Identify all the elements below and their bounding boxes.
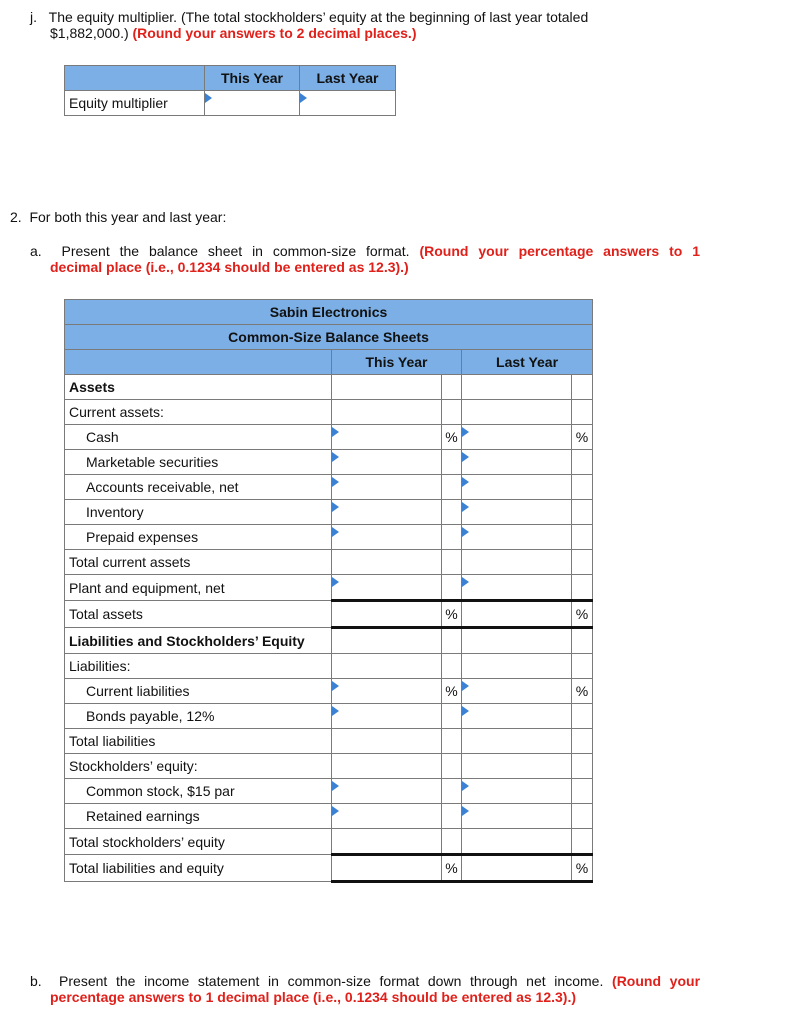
input-marker-icon bbox=[332, 706, 339, 716]
question-2-prefix: 2. bbox=[10, 209, 22, 225]
common-stock-this-year-input[interactable] bbox=[332, 779, 442, 804]
total-liabilities-equity-last-year bbox=[462, 855, 572, 882]
equity-multiplier-last-year-input[interactable] bbox=[300, 91, 396, 116]
total-liabilities-last-year bbox=[462, 729, 572, 754]
input-marker-icon bbox=[332, 527, 339, 537]
table-row bbox=[65, 704, 593, 729]
question-a-prefix: a. bbox=[30, 243, 42, 259]
table-row bbox=[65, 654, 593, 679]
bonds-payable-last-year-input[interactable] bbox=[462, 704, 572, 729]
cash-last-year-input[interactable] bbox=[462, 425, 572, 450]
equity-multiplier-label: Equity multiplier bbox=[65, 91, 205, 116]
row-label: Prepaid expenses bbox=[65, 525, 332, 550]
current-liabilities-last-year-input[interactable] bbox=[462, 679, 572, 704]
row-label: Accounts receivable, net bbox=[65, 475, 332, 500]
prepaid-expenses-this-year-input[interactable] bbox=[332, 525, 442, 550]
input-marker-icon bbox=[462, 806, 469, 816]
inventory-last-year-input[interactable] bbox=[462, 500, 572, 525]
col-this-year: This Year bbox=[205, 66, 300, 91]
row-label: Total liabilities and equity bbox=[65, 855, 332, 882]
balance-sheet-table bbox=[64, 299, 593, 883]
inventory-this-year-input[interactable] bbox=[332, 500, 442, 525]
accounts-receivable-last-year-input[interactable] bbox=[462, 475, 572, 500]
accounts-receivable-this-year-input[interactable] bbox=[332, 475, 442, 500]
row-label: Inventory bbox=[65, 500, 332, 525]
input-marker-icon bbox=[462, 577, 469, 587]
input-marker-icon bbox=[300, 93, 307, 103]
col-last-year: Last Year bbox=[300, 66, 396, 91]
row-label: Total assets bbox=[65, 601, 332, 628]
row-label: Stockholders’ equity: bbox=[65, 754, 332, 779]
row-label: Total current assets bbox=[65, 550, 332, 575]
row-label: Current liabilities bbox=[65, 679, 332, 704]
question-b-instruction-2: percentage answers to 1 decimal place (i.e., 0.1234 should be entered as 12.3).) bbox=[50, 989, 576, 1005]
percent-sign: % bbox=[442, 855, 462, 882]
question-j-line2: $1,882,000.) bbox=[50, 25, 129, 41]
row-label: Retained earnings bbox=[65, 804, 332, 829]
prepaid-expenses-last-year-input[interactable] bbox=[462, 525, 572, 550]
table-row bbox=[65, 525, 593, 550]
equity-multiplier-this-year-input[interactable] bbox=[205, 91, 300, 116]
input-marker-icon bbox=[462, 706, 469, 716]
equity-multiplier-row bbox=[65, 91, 396, 116]
table-row bbox=[65, 425, 593, 450]
table-row bbox=[65, 400, 593, 425]
balance-sheet-company-row bbox=[65, 300, 593, 325]
question-a-instruction-2: decimal place (i.e., 0.1234 should be entered as 12.3).) bbox=[50, 259, 409, 275]
marketable-securities-last-year-input[interactable] bbox=[462, 450, 572, 475]
question-2-text: For both this year and last year: bbox=[29, 209, 227, 225]
table-row bbox=[65, 601, 593, 628]
cash-this-year-input[interactable] bbox=[332, 425, 442, 450]
table-row bbox=[65, 754, 593, 779]
balance-sheet-title-row bbox=[65, 325, 593, 350]
input-marker-icon bbox=[332, 477, 339, 487]
row-label: Common stock, $15 par bbox=[65, 779, 332, 804]
question-a bbox=[30, 243, 700, 275]
question-b-prefix: b. bbox=[30, 973, 42, 989]
section-liabilities-equity: Liabilities and Stockholders’ Equity bbox=[65, 628, 332, 654]
percent-sign: % bbox=[442, 601, 462, 628]
total-stockholders-equity-last-year bbox=[462, 829, 572, 855]
balance-sheet-title: Common-Size Balance Sheets bbox=[65, 325, 593, 350]
row-label: Liabilities: bbox=[65, 654, 332, 679]
input-marker-icon bbox=[332, 806, 339, 816]
balance-sheet-header-row bbox=[65, 350, 593, 375]
table-row bbox=[65, 679, 593, 704]
section-assets: Assets bbox=[65, 375, 332, 400]
common-stock-last-year-input[interactable] bbox=[462, 779, 572, 804]
input-marker-icon bbox=[462, 502, 469, 512]
table-row bbox=[65, 729, 593, 754]
total-liabilities-equity-this-year bbox=[332, 855, 442, 882]
input-marker-icon bbox=[462, 681, 469, 691]
col-last-year: Last Year bbox=[462, 350, 593, 375]
question-j bbox=[30, 9, 730, 41]
percent-sign: % bbox=[572, 425, 593, 450]
plant-equipment-last-year-input[interactable] bbox=[462, 575, 572, 601]
table-row bbox=[65, 855, 593, 882]
table-row bbox=[65, 475, 593, 500]
percent-sign: % bbox=[442, 679, 462, 704]
question-b-instruction-1: (Round your bbox=[612, 973, 701, 989]
percent-sign: % bbox=[572, 601, 593, 628]
input-marker-icon bbox=[332, 681, 339, 691]
table-row bbox=[65, 628, 593, 654]
table-row bbox=[65, 829, 593, 855]
row-label: Total liabilities bbox=[65, 729, 332, 754]
question-b-text: Present the income statement in common-size format down through net income. bbox=[59, 973, 604, 989]
table-row bbox=[65, 575, 593, 601]
question-j-prefix: j. bbox=[30, 9, 37, 25]
table-row bbox=[65, 779, 593, 804]
marketable-securities-this-year-input[interactable] bbox=[332, 450, 442, 475]
total-stockholders-equity-this-year bbox=[332, 829, 442, 855]
table-row bbox=[65, 804, 593, 829]
row-label: Total stockholders’ equity bbox=[65, 829, 332, 855]
percent-sign: % bbox=[572, 679, 593, 704]
table-row bbox=[65, 550, 593, 575]
input-marker-icon bbox=[332, 502, 339, 512]
total-current-assets-this-year bbox=[332, 550, 442, 575]
question-a-text: Present the balance sheet in common-size format. bbox=[61, 243, 410, 259]
bonds-payable-this-year-input[interactable] bbox=[332, 704, 442, 729]
question-2 bbox=[10, 209, 226, 225]
equity-multiplier-header-row bbox=[65, 66, 396, 91]
input-marker-icon bbox=[332, 781, 339, 791]
input-marker-icon bbox=[462, 781, 469, 791]
question-a-instruction-1: (Round your percentage answers to 1 bbox=[419, 243, 701, 259]
total-assets-this-year bbox=[332, 601, 442, 628]
row-label: Bonds payable, 12% bbox=[65, 704, 332, 729]
input-marker-icon bbox=[332, 577, 339, 587]
company-name: Sabin Electronics bbox=[65, 300, 593, 325]
total-liabilities-this-year bbox=[332, 729, 442, 754]
equity-multiplier-table bbox=[64, 65, 396, 116]
row-label: Current assets: bbox=[65, 400, 332, 425]
question-b bbox=[30, 973, 700, 1005]
total-current-assets-last-year bbox=[462, 550, 572, 575]
percent-sign: % bbox=[442, 425, 462, 450]
row-label: Plant and equipment, net bbox=[65, 575, 332, 601]
input-marker-icon bbox=[462, 477, 469, 487]
row-label: Cash bbox=[65, 425, 332, 450]
input-marker-icon bbox=[332, 452, 339, 462]
input-marker-icon bbox=[205, 93, 212, 103]
input-marker-icon bbox=[462, 452, 469, 462]
input-marker-icon bbox=[462, 527, 469, 537]
retained-earnings-last-year-input[interactable] bbox=[462, 804, 572, 829]
table-row bbox=[65, 450, 593, 475]
question-j-line1: The equity multiplier. (The total stockholders’ equity at the beginning of last year totaled bbox=[48, 9, 589, 25]
col-this-year: This Year bbox=[332, 350, 462, 375]
input-marker-icon bbox=[462, 427, 469, 437]
total-assets-last-year bbox=[462, 601, 572, 628]
retained-earnings-this-year-input[interactable] bbox=[332, 804, 442, 829]
percent-sign: % bbox=[572, 855, 593, 882]
question-j-instruction: (Round your answers to 2 decimal places.) bbox=[132, 25, 417, 41]
table-row bbox=[65, 375, 593, 400]
plant-equipment-this-year-input[interactable] bbox=[332, 575, 442, 601]
current-liabilities-this-year-input[interactable] bbox=[332, 679, 442, 704]
row-label: Marketable securities bbox=[65, 450, 332, 475]
table-row bbox=[65, 500, 593, 525]
input-marker-icon bbox=[332, 427, 339, 437]
